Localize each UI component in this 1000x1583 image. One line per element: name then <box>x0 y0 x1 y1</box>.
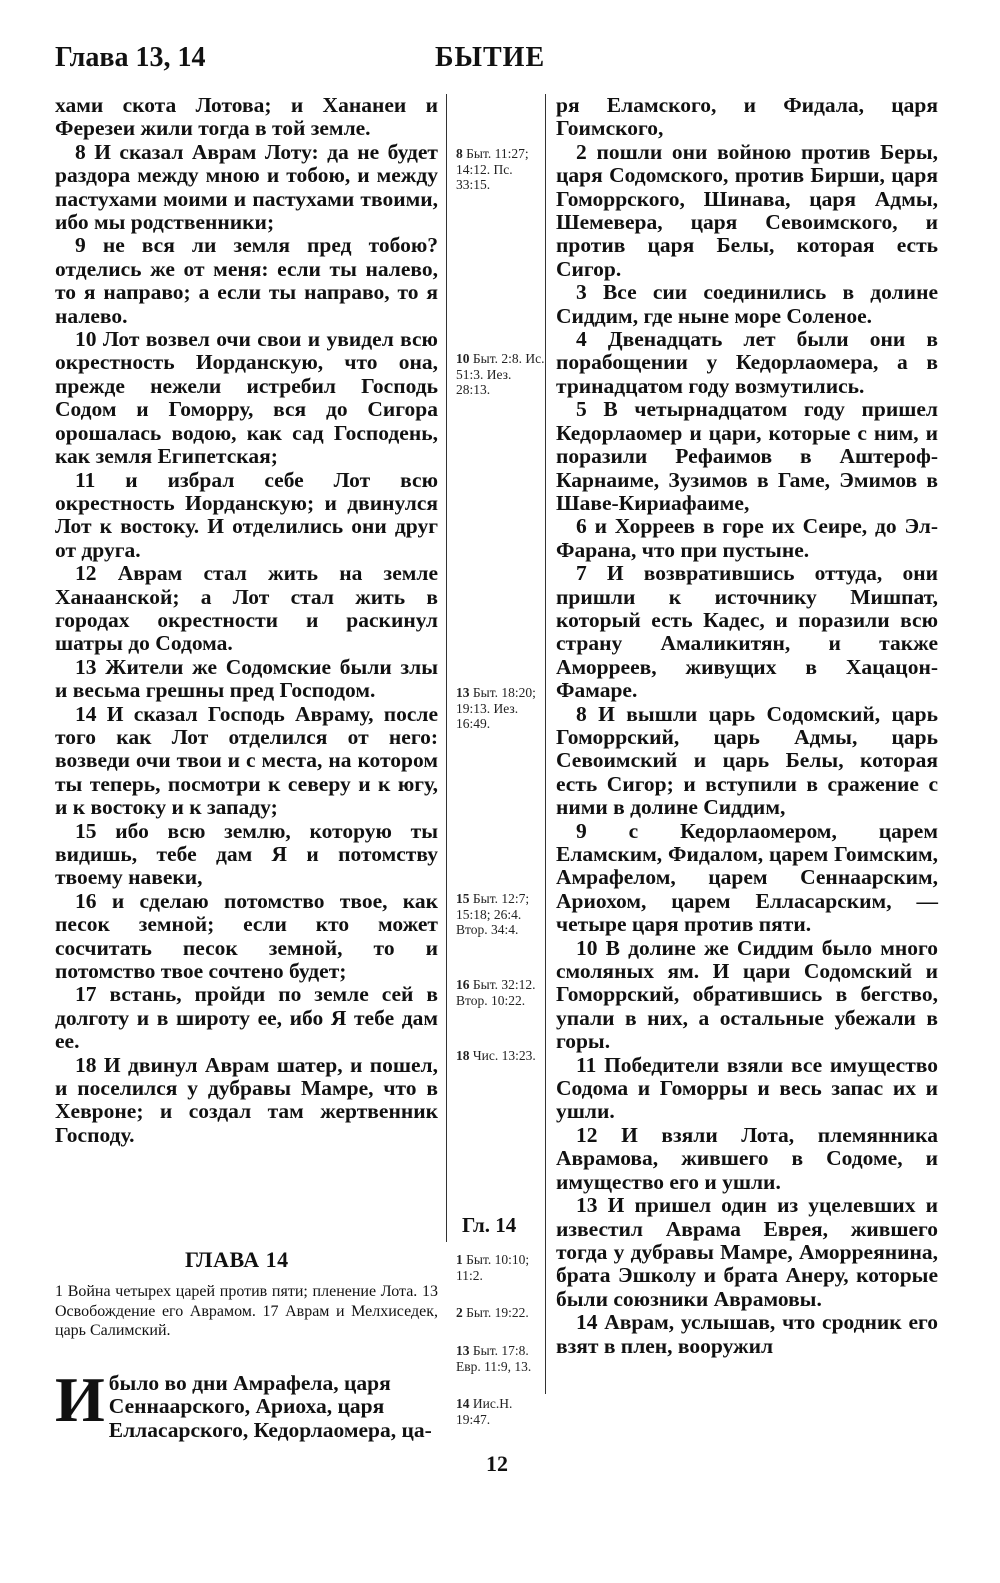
cross-reference <box>456 1305 546 1321</box>
cross-reference <box>456 146 546 193</box>
cross-reference <box>456 351 546 398</box>
column-divider-right <box>545 94 546 1394</box>
cross-ref-text: Чис. 13:23. <box>472 1048 536 1063</box>
cross-reference <box>456 891 546 938</box>
verse-paragraph: 10 Лот возвел очи свои и увидел всю окрестность Иорданскую, что она, прежде нежели истребил Господь Содом и Гоморру, вся до Сигора орошалась водою, как сад Господень, как земля Египетская; <box>55 327 438 469</box>
cross-reference <box>456 1252 546 1283</box>
verse-paragraph: 16 и сделаю потомство твое, как песок земной; если кто может сосчитать песок земной, то и потомство твое сочтено будет; <box>55 888 438 984</box>
cross-ref-text: Быт. 2:8. Ис. 51:3. Иез. 28:13. <box>456 351 545 397</box>
cross-ref-text: Быт. 18:20; 19:13. Иез. 16:49. <box>456 685 536 731</box>
verse-paragraph: 4 Двенадцать лет были они в порабощении у Кедорлаомера, а в тринадцатом году возмутились. <box>556 327 938 398</box>
verse-paragraph: 13 Жители же Содомские были злы и весьма грешны пред Господом. <box>55 654 438 703</box>
chapter-heading: Глава 13, 14 <box>55 42 206 73</box>
verse-paragraph: ря Еламского, и Фидала, царя Гоимского, <box>556 93 938 141</box>
verse-paragraph: 14 И сказал Господь Авраму, после того как Лот отделился от него: возведи очи твои и с места, на котором ты теперь, посмотри к северу и к югу, и к востоку и к западу; <box>55 701 438 820</box>
verse-paragraph: 8 И вышли царь Содомский, царь Гоморрский, царь Адмы, царь Севоимский и царь Белы, которая есть Сигор; и вступили в сражение с ними в долине Сиддим, <box>556 701 938 820</box>
cross-ref-verse: 2 <box>456 1305 463 1320</box>
chapter-opening <box>55 1364 438 1442</box>
cross-ref-text: Быт. 12:7; 15:18; 26:4. Втор. 34:4. <box>456 891 530 937</box>
verse-paragraph: 15 ибо всю землю, которую ты видишь, тебе дам Я и потомству твоему навеки, <box>55 818 438 890</box>
verse-paragraph: 11 и избрал себе Лот всю окрестность Иорданскую; и двинулся Лот к востоку. И отделились они друг от друга. <box>55 467 438 562</box>
right-text-column <box>556 94 938 1358</box>
cross-ref-text: Быт. 19:22. <box>466 1305 529 1320</box>
left-text-column <box>55 94 438 1147</box>
cross-ref-verse: 1 <box>456 1252 463 1267</box>
cross-ref-verse: 10 <box>456 351 470 366</box>
verse-paragraph: 12 Аврам стал жить на земле Ханаанской; а Лот стал жить в городах окрестности и раскинул шатры до Содома. <box>55 561 438 656</box>
verse-paragraph: 9 не вся ли земля пред тобою? отделись же от меня: если ты налево, то я направо; а если ты направо, то я налево. <box>55 233 438 328</box>
cross-reference <box>456 1048 546 1064</box>
verse-paragraph: 18 И двинул Аврам шатер, и пошел, и поселился у дубравы Мамре, что в Хевроне; и создал там жертвенник Господу. <box>55 1052 438 1147</box>
cross-reference <box>456 1396 546 1427</box>
cross-ref-verse: 13 <box>456 685 470 700</box>
cross-reference <box>456 1343 546 1374</box>
first-verse-text: было во дни Амрафела, царя Сеннаарского, Ариоха, царя Елласарского, Кедорлаомера, ца- <box>108 1371 432 1442</box>
verse-paragraph: 7 И возвратившись оттуда, они пришли к источнику Мишпат, который есть Кадес, и поразили всю страну Амаликитян, и также Аморреев, живущих в Хацацон-Фамаре. <box>556 561 938 703</box>
page-header <box>55 42 945 82</box>
margin-chapter-label: Гл. 14 <box>462 1213 517 1237</box>
verse-paragraph: 13 И пришел один из уцелевших и известил Аврама Еврея, жившего тогда у дубравы Мамре, Аморреянина, брата Эшколу и брата Анеру, которые были союзники Аврамовы. <box>556 1193 938 1311</box>
cross-ref-verse: 14 <box>456 1396 470 1411</box>
cross-ref-verse: 15 <box>456 891 470 906</box>
cross-ref-verse: 16 <box>456 977 470 992</box>
cross-ref-text: Быт. 10:10; 11:2. <box>456 1252 530 1283</box>
verse-paragraph: 14 Аврам, услышав, что сродник его взят в плен, вооружил <box>556 1310 938 1358</box>
verse-paragraph: 12 И взяли Лота, племянника Аврамова, жившего в Содоме, и имущество его и ушли. <box>556 1122 938 1194</box>
cross-ref-verse: 18 <box>456 1048 470 1063</box>
verse-paragraph: 3 Все сии соединились в долине Сиддим, где ныне море Соленое. <box>556 280 938 328</box>
verse-paragraph: 2 пошли они войною против Беры, царя Содомского, против Бирши, царя Гоморрского, Шинава, царя Адмы, Шемевера, царя Севоимского, и против царя Белы, которая есть Сигор. <box>556 139 938 281</box>
cross-ref-text: Быт. 17:8. Евр. 11:9, 13. <box>456 1343 532 1374</box>
cross-ref-verse: 8 <box>456 146 463 161</box>
cross-ref-verse: 13 <box>456 1343 470 1358</box>
cross-ref-text: Быт. 11:27; 14:12. Пс. 33:15. <box>456 146 529 192</box>
page-number: 12 <box>486 1451 508 1476</box>
verse-paragraph: 10 В долине же Сиддим было много смоляных ям. И цари Содомский и Гоморрский, обратившись в бегство, упали в них, а остальные убежали в горы. <box>556 935 938 1054</box>
drop-cap: И <box>55 1364 105 1435</box>
book-title: БЫТИЕ <box>435 42 546 73</box>
chapter-summary: 1 Война четырех царей против пяти; пленение Лота. 13 Освобождение его Аврамом. 17 Аврам и Мелхиседек, царь Салимский. <box>55 1283 438 1339</box>
cross-reference <box>456 685 546 732</box>
chapter-title: ГЛАВА 14 <box>185 1247 289 1272</box>
verse-paragraph: хами скота Лотова; и Хананеи и Ферезеи жили тогда в той земле. <box>55 93 438 141</box>
cross-ref-text: Иис.Н. 19:47. <box>456 1396 513 1427</box>
cross-ref-text: Быт. 32:12. Втор. 10:22. <box>456 977 536 1008</box>
verse-paragraph: 6 и Хорреев в горе их Сеире, до Эл-Фарана, что при пустыне. <box>556 514 938 562</box>
verse-paragraph: 5 В четырнадцатом году пришел Кедорлаомер и цари, которые с ним, и поразили Рефаимов в Аштероф-Карнаиме, Зузимов в Гаме, Эмимов в Шаве-Кириафаиме, <box>556 397 938 515</box>
verse-paragraph: 17 встань, пройди по земле сей в долготу и в широту ее, ибо Я тебе дам ее. <box>55 982 438 1054</box>
verse-paragraph: 11 Победители взяли все имущество Содома и Гоморры и весь запас их и ушли. <box>556 1052 938 1124</box>
cross-reference <box>456 977 546 1008</box>
verse-paragraph: 9 с Кедорлаомером, царем Еламским, Фидалом, царем Гоимским, Амрафелом, царем Сеннаарским, Ариохом, царем Елласарским, — четыре царя против пяти. <box>556 818 938 937</box>
verse-paragraph: 8 И сказал Аврам Лоту: да не будет раздора между мною и тобою, и между пастухами моими и пастухами твоими, ибо мы родственники; <box>55 139 438 235</box>
column-divider-left <box>446 94 447 1242</box>
